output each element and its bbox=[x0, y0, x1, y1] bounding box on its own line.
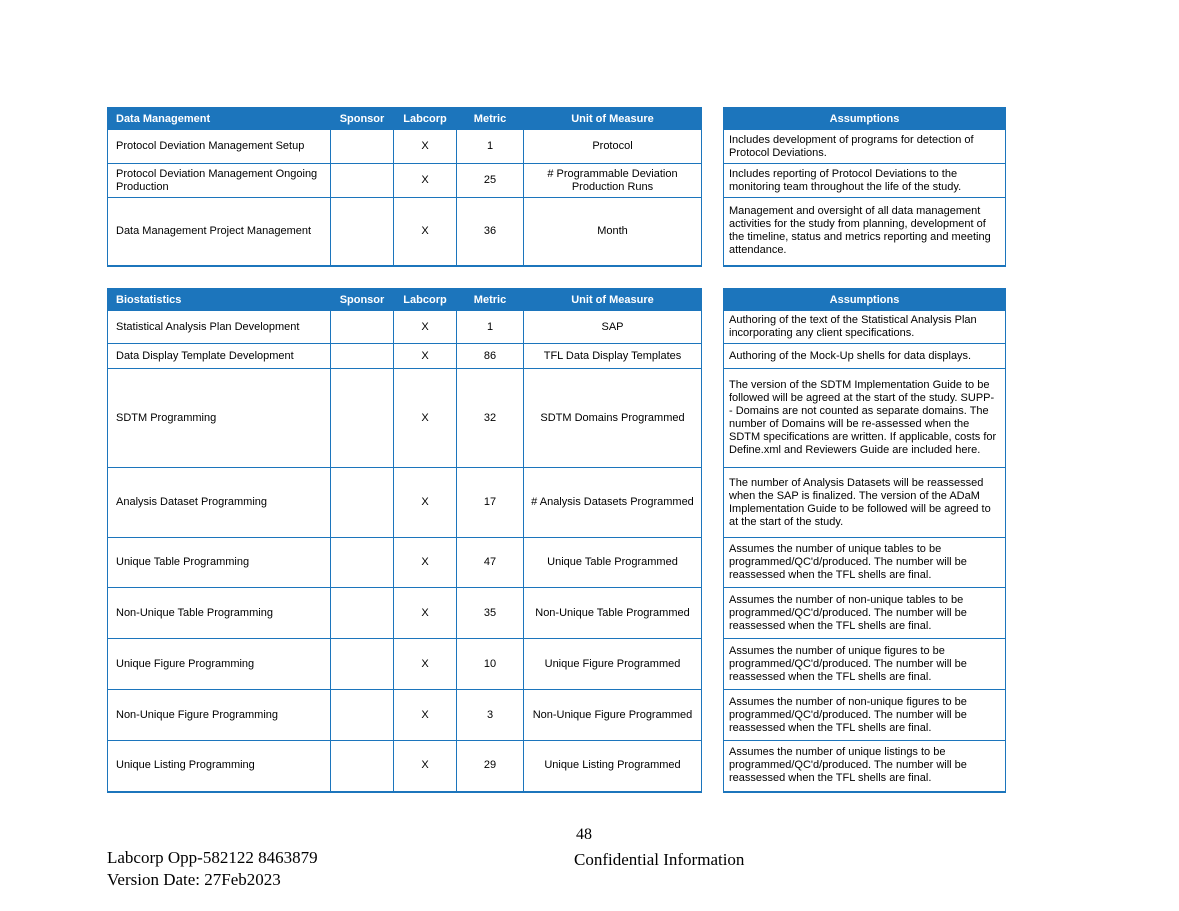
column-header-assumptions: Assumptions bbox=[724, 289, 1006, 311]
table-row bbox=[724, 639, 1006, 690]
column-header-sponsor: Sponsor bbox=[331, 108, 394, 130]
column-header-labcorp: Labcorp bbox=[394, 108, 457, 130]
task-cell: Statistical Analysis Plan Development bbox=[108, 311, 331, 344]
table-row bbox=[724, 369, 1006, 468]
table-row bbox=[108, 130, 702, 164]
header-row bbox=[108, 108, 702, 130]
labcorp-cell: X bbox=[394, 538, 457, 588]
unit-cell: Month bbox=[524, 198, 702, 266]
assumption-cell: Assumes the number of non-unique tables to be programmed/QC'd/produced. The number will be reassessed when the TFL shells are final. bbox=[724, 588, 1006, 639]
labcorp-cell: X bbox=[394, 130, 457, 164]
sponsor-cell bbox=[331, 344, 394, 369]
table-row bbox=[108, 741, 702, 792]
table-row bbox=[108, 198, 702, 266]
table-row bbox=[724, 198, 1006, 266]
unit-cell: Non-Unique Table Programmed bbox=[524, 588, 702, 639]
table-row bbox=[724, 164, 1006, 198]
table-row bbox=[724, 588, 1006, 639]
unit-cell: Unique Figure Programmed bbox=[524, 639, 702, 690]
table-row bbox=[724, 311, 1006, 344]
page-number: 48 bbox=[576, 826, 592, 843]
table-row bbox=[108, 538, 702, 588]
unit-cell: # Analysis Datasets Programmed bbox=[524, 468, 702, 538]
data-management-table bbox=[107, 107, 702, 267]
assumption-cell: Assumes the number of unique listings to be programmed/QC'd/produced. The number will be reassessed when the TFL shells are final. bbox=[724, 741, 1006, 792]
labcorp-cell: X bbox=[394, 639, 457, 690]
metric-cell: 29 bbox=[457, 741, 524, 792]
metric-cell: 32 bbox=[457, 369, 524, 468]
metric-cell: 3 bbox=[457, 690, 524, 741]
task-cell: SDTM Programming bbox=[108, 369, 331, 468]
data-management-section bbox=[107, 107, 1006, 267]
sponsor-cell bbox=[331, 130, 394, 164]
labcorp-cell: X bbox=[394, 344, 457, 369]
assumption-cell: The number of Analysis Datasets will be reassessed when the SAP is finalized. The version of the ADaM Implementation Guide to be followed will be agreed to at the start of the study. bbox=[724, 468, 1006, 538]
version-date: Version Date: 27Feb2023 bbox=[107, 870, 281, 889]
metric-cell: 36 bbox=[457, 198, 524, 266]
table-row bbox=[724, 468, 1006, 538]
unit-cell: Non-Unique Figure Programmed bbox=[524, 690, 702, 741]
column-header-data-management: Data Management bbox=[108, 108, 331, 130]
sponsor-cell bbox=[331, 588, 394, 639]
labcorp-cell: X bbox=[394, 164, 457, 198]
biostatistics-table bbox=[107, 288, 702, 793]
column-header-biostatistics: Biostatistics bbox=[108, 289, 331, 311]
header-row bbox=[724, 289, 1006, 311]
table-row bbox=[108, 311, 702, 344]
sponsor-cell bbox=[331, 690, 394, 741]
sponsor-cell bbox=[331, 198, 394, 266]
metric-cell: 1 bbox=[457, 130, 524, 164]
table-row bbox=[108, 344, 702, 369]
task-cell: Unique Table Programming bbox=[108, 538, 331, 588]
metric-cell: 86 bbox=[457, 344, 524, 369]
labcorp-cell: X bbox=[394, 369, 457, 468]
task-cell: Non-Unique Figure Programming bbox=[108, 690, 331, 741]
header-row bbox=[108, 289, 702, 311]
sponsor-cell bbox=[331, 369, 394, 468]
sponsor-cell bbox=[331, 468, 394, 538]
sponsor-cell bbox=[331, 311, 394, 344]
assumption-cell: The version of the SDTM Implementation Guide to be followed will be agreed at the start of the study. SUPP- - Domains are not counted as separate domains. The number of Domains will be re-assessed when the SDTM specifications are written. If applicable, costs for Define.xml and Reviewers Guide are included here. bbox=[724, 369, 1006, 468]
table-row bbox=[724, 130, 1006, 164]
task-cell: Unique Figure Programming bbox=[108, 639, 331, 690]
unit-cell: Unique Table Programmed bbox=[524, 538, 702, 588]
task-cell: Data Management Project Management bbox=[108, 198, 331, 266]
metric-cell: 1 bbox=[457, 311, 524, 344]
labcorp-cell: X bbox=[394, 690, 457, 741]
column-header-unit-of-measure: Unit of Measure bbox=[524, 289, 702, 311]
assumption-cell: Management and oversight of all data management activities for the study from planning, development of the timeline, status and metrics reporting and meeting attendance. bbox=[724, 198, 1006, 266]
table-row bbox=[724, 538, 1006, 588]
sponsor-cell bbox=[331, 741, 394, 792]
assumption-cell: Assumes the number of unique tables to be programmed/QC'd/produced. The number will be reassessed when the TFL shells are final. bbox=[724, 538, 1006, 588]
table-row bbox=[724, 690, 1006, 741]
header-row bbox=[724, 108, 1006, 130]
table-row bbox=[724, 344, 1006, 369]
table-row bbox=[108, 639, 702, 690]
labcorp-cell: X bbox=[394, 588, 457, 639]
sponsor-cell bbox=[331, 164, 394, 198]
unit-cell: TFL Data Display Templates bbox=[524, 344, 702, 369]
unit-cell: SAP bbox=[524, 311, 702, 344]
unit-cell: SDTM Domains Programmed bbox=[524, 369, 702, 468]
biostatistics-section bbox=[107, 288, 1006, 793]
assumption-cell: Includes development of programs for detection of Protocol Deviations. bbox=[724, 130, 1006, 164]
column-header-unit-of-measure: Unit of Measure bbox=[524, 108, 702, 130]
doc-reference: Labcorp Opp-582122 8463879 bbox=[107, 848, 318, 867]
column-header-metric: Metric bbox=[457, 289, 524, 311]
metric-cell: 25 bbox=[457, 164, 524, 198]
table-row bbox=[724, 741, 1006, 792]
task-cell: Protocol Deviation Management Ongoing Production bbox=[108, 164, 331, 198]
unit-cell: Unique Listing Programmed bbox=[524, 741, 702, 792]
task-cell: Non-Unique Table Programming bbox=[108, 588, 331, 639]
assumption-cell: Authoring of the text of the Statistical Analysis Plan incorporating any client specifications. bbox=[724, 311, 1006, 344]
metric-cell: 17 bbox=[457, 468, 524, 538]
table-row bbox=[108, 164, 702, 198]
unit-cell: # Programmable Deviation Production Runs bbox=[524, 164, 702, 198]
metric-cell: 10 bbox=[457, 639, 524, 690]
sponsor-cell bbox=[331, 538, 394, 588]
table-row bbox=[108, 369, 702, 468]
data-management-assumptions-table bbox=[723, 107, 1006, 267]
labcorp-cell: X bbox=[394, 198, 457, 266]
column-header-labcorp: Labcorp bbox=[394, 289, 457, 311]
table-row bbox=[108, 588, 702, 639]
assumption-cell: Assumes the number of unique figures to be programmed/QC'd/produced. The number will be reassessed when the TFL shells are final. bbox=[724, 639, 1006, 690]
task-cell: Protocol Deviation Management Setup bbox=[108, 130, 331, 164]
biostatistics-assumptions-table bbox=[723, 288, 1006, 793]
confidential-label: Confidential Information bbox=[574, 850, 745, 869]
metric-cell: 47 bbox=[457, 538, 524, 588]
labcorp-cell: X bbox=[394, 311, 457, 344]
task-cell: Data Display Template Development bbox=[108, 344, 331, 369]
labcorp-cell: X bbox=[394, 468, 457, 538]
assumption-cell: Authoring of the Mock-Up shells for data displays. bbox=[724, 344, 1006, 369]
assumption-cell: Assumes the number of non-unique figures to be programmed/QC'd/produced. The number will be reassessed when the TFL shells are final. bbox=[724, 690, 1006, 741]
table-row bbox=[108, 468, 702, 538]
sponsor-cell bbox=[331, 639, 394, 690]
unit-cell: Protocol bbox=[524, 130, 702, 164]
table-row bbox=[108, 690, 702, 741]
assumption-cell: Includes reporting of Protocol Deviations to the monitoring team throughout the life of the study. bbox=[724, 164, 1006, 198]
metric-cell: 35 bbox=[457, 588, 524, 639]
labcorp-cell: X bbox=[394, 741, 457, 792]
column-header-metric: Metric bbox=[457, 108, 524, 130]
column-header-sponsor: Sponsor bbox=[331, 289, 394, 311]
column-header-assumptions: Assumptions bbox=[724, 108, 1006, 130]
task-cell: Unique Listing Programming bbox=[108, 741, 331, 792]
task-cell: Analysis Dataset Programming bbox=[108, 468, 331, 538]
